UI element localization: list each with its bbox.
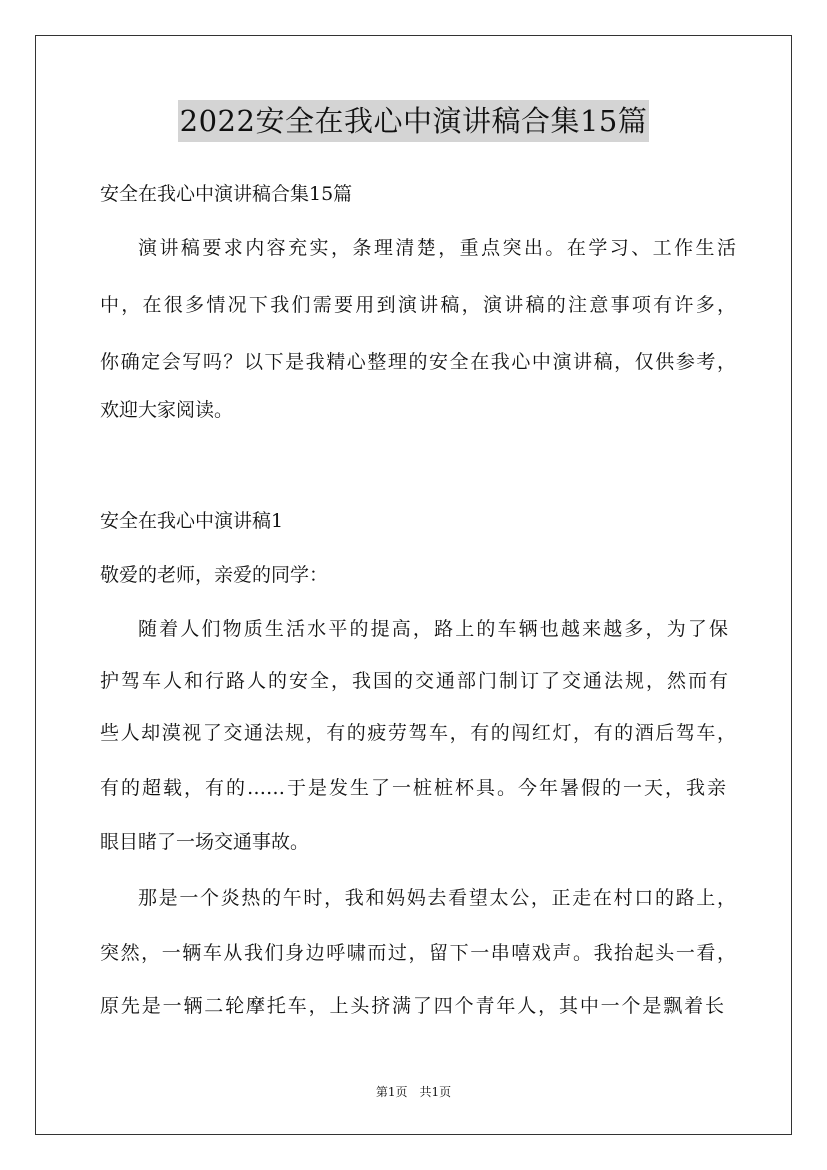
paragraph2-line-1: 那是一个炎热的午时，我和妈妈去看望太公，正走在村口的路上， [138, 887, 736, 909]
paragraph1-line-5: 眼目睹了一场交通事故。 [100, 831, 310, 853]
intro-line-2: 中，在很多情况下我们需要用到演讲稿，演讲稿的注意事项有许多， [100, 294, 736, 316]
title-container [0, 100, 827, 142]
paragraph1-line-2: 护驾车人和行路人的安全，我国的交通部门制订了交通法规，然而有 [100, 670, 728, 692]
section-heading: 安全在我心中演讲稿1 [100, 510, 284, 532]
paragraph1-line-3: 些人却漠视了交通法规，有的疲劳驾车，有的闯红灯，有的酒后驾车， [100, 722, 736, 744]
paragraph1-line-4: 有的超载，有的……于是发生了一桩桩杯具。今年暑假的一天，我亲 [100, 777, 726, 799]
salutation: 敬爱的老师，亲爱的同学： [100, 564, 329, 586]
intro-line-4: 欢迎大家阅读。 [100, 399, 234, 421]
paragraph1-line-1: 随着人们物质生活水平的提高，路上的车辆也越来越多，为了保 [138, 618, 728, 640]
subtitle: 安全在我心中演讲稿合集15篇 [100, 183, 353, 205]
intro-line-1: 演讲稿要求内容充实，条理清楚，重点突出。在学习、工作生活 [138, 237, 736, 259]
intro-line-3: 你确定会写吗？以下是我精心整理的安全在我心中演讲稿，仅供参考， [100, 351, 736, 373]
document-title: 2022安全在我心中演讲稿合集15篇 [178, 100, 650, 142]
paragraph2-line-3: 原先是一辆二轮摩托车，上头挤满了四个青年人，其中一个是飘着长 [100, 995, 724, 1017]
paragraph2-line-2: 突然，一辆车从我们身边呼啸而过，留下一串嘻戏声。我抬起头一看， [100, 942, 736, 964]
page-footer: 第1页 共1页 [375, 1085, 452, 1099]
